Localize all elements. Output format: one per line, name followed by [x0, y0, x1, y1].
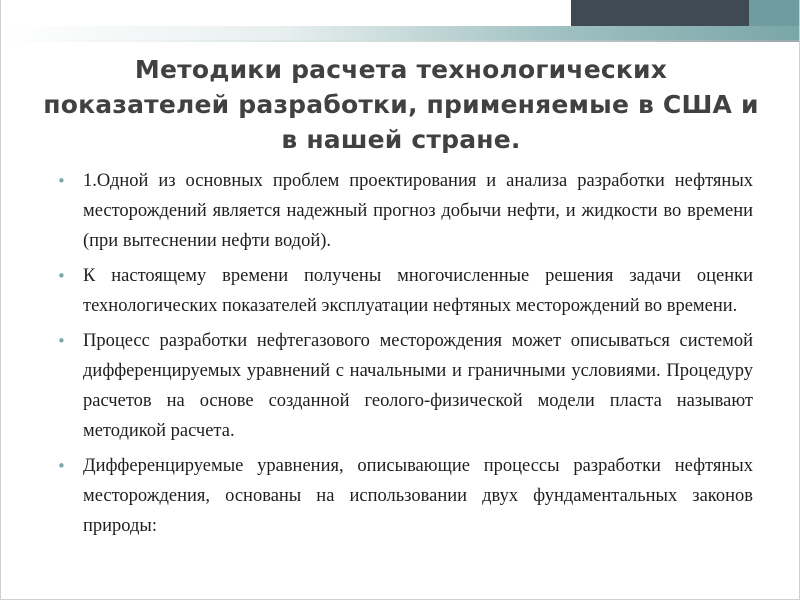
- bullet-list: [57, 166, 753, 546]
- bullet-icon: •: [57, 457, 66, 475]
- bullet-text: 1.Одной из основных проблем проектирования и анализа разработки нефтяных месторождений является надежный прогноз добычи нефти, и жидкости во времени (при вытеснении нефти водой).: [83, 171, 753, 251]
- bullet-icon: •: [57, 172, 66, 190]
- bullet-item-4: [57, 451, 753, 541]
- header-teal-accent: [749, 0, 800, 26]
- bullet-text: Процесс разработки нефтегазового месторождения может описываться системой дифференцируемых уравнений с начальными и граничными условиями. Процедуру расчетов на основе созданной геолого-физической модели пласта называют методикой расчета.: [83, 331, 753, 441]
- bullet-item-1: [57, 166, 753, 256]
- bullet-icon: •: [57, 267, 66, 285]
- slide-title: Методики расчета технологических показателей разработки, применяемые в США и в нашей стране.: [43, 55, 759, 154]
- bullet-text: Дифференцируемые уравнения, описывающие процессы разработки нефтяных месторождения, основаны на использовании двух фундаментальных законов природы:: [83, 456, 753, 536]
- header-teal-band: [1, 26, 800, 40]
- bullet-item-2: [57, 261, 753, 321]
- bullet-icon: •: [57, 332, 66, 350]
- bullet-item-3: [57, 326, 753, 446]
- bullet-text: К настоящему времени получены многочисленные решения задачи оценки технологических показателей эксплуатации нефтяных месторождений во времени.: [83, 266, 753, 316]
- header-divider: [1, 40, 800, 42]
